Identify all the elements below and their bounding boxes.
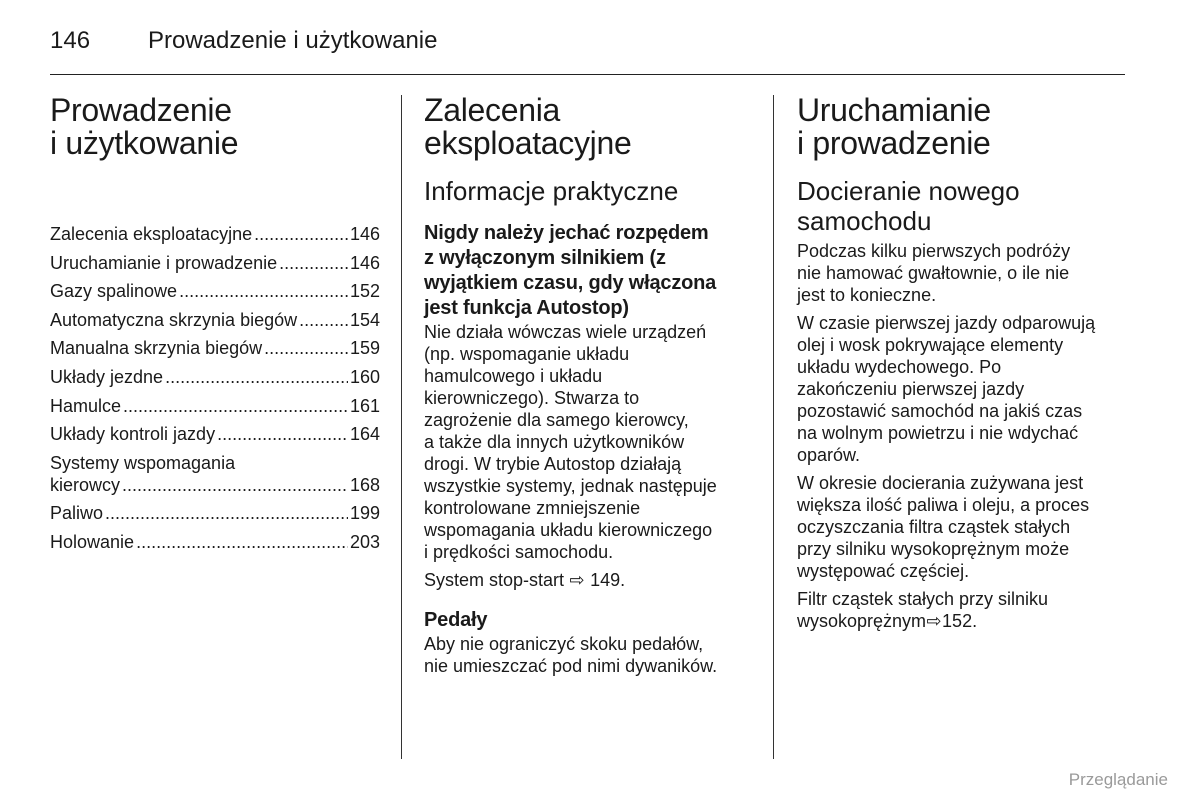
pedals-body: Aby nie ograniczyć skoku pedałów, nie umieszczać pod nimi dywaników. bbox=[424, 634, 718, 676]
paragraph: Podczas kilku pierwszych podróży nie hamować gwałtownie, o ile nie jest to konieczne. bbox=[797, 241, 1071, 305]
section-title: Uruchamianie i prowadzenie bbox=[797, 92, 991, 161]
warning-heading: Nigdy należy jechać rozpędem z wyłączonym silnikiem (z wyjątkiem czasu, gdy włączona jest funkcja Autostop) bbox=[424, 222, 717, 319]
toc-item[interactable]: Układy jezdne ..... 160 bbox=[50, 366, 380, 388]
page-header bbox=[50, 22, 1125, 75]
toc-item[interactable]: Automatyczna skrzynia biegów ..... 154 bbox=[50, 309, 380, 331]
cross-reference[interactable]: Filtr cząstek stałych przy silniku wysokoprężnym⇨152. bbox=[797, 589, 1049, 631]
toc-item[interactable]: Paliwo ..... 199 bbox=[50, 502, 380, 524]
subsection-title: Informacje praktyczne bbox=[424, 176, 679, 206]
chapter-title: Prowadzenie i użytkowanie bbox=[50, 92, 239, 161]
chapter-column bbox=[50, 94, 380, 160]
toc-item[interactable]: Holowanie ..... 203 bbox=[50, 531, 380, 553]
column-divider bbox=[401, 95, 402, 759]
toc-item[interactable]: Układy kontroli jazdy ..... 164 bbox=[50, 423, 380, 445]
table-of-contents bbox=[50, 223, 380, 560]
paragraph: W okresie docierania zużywana jest większa ilość paliwa i oleju, a proces oczyszczania filtra cząstek stałych przy silniku wysokoprężnym może występować częściej. bbox=[797, 473, 1090, 581]
toc-item[interactable]: Systemy wspomagania kierowcy ..... 168 bbox=[50, 452, 380, 496]
operating-tips-column bbox=[424, 94, 756, 677]
toc-item[interactable]: Zalecenia eksploatacyjne ..... 146 bbox=[50, 223, 380, 245]
running-title: Prowadzenie i użytkowanie bbox=[148, 27, 438, 54]
page-number: 146 bbox=[50, 27, 91, 54]
cross-reference[interactable]: System stop-start ⇨ 149. bbox=[424, 570, 626, 590]
paragraph: W czasie pierwszej jazdy odparowują olej i wosk pokrywające elementy układu wydechowego. Po zakończeniu pierwszej jazdy pozostawić samochód na jakiś czas na wolnym powietrzu i nie wdychać oparów. bbox=[797, 313, 1096, 465]
column-divider bbox=[773, 95, 774, 759]
starting-driving-column bbox=[797, 94, 1127, 632]
reference-arrow-icon: ⇨ bbox=[926, 611, 942, 631]
reference-arrow-icon: ⇨ bbox=[569, 570, 585, 590]
toc-item[interactable]: Gazy spalinowe ..... 152 bbox=[50, 280, 380, 302]
toc-item[interactable]: Hamulce ..... 161 bbox=[50, 395, 380, 417]
subsection-title: Docieranie nowego samochodu bbox=[797, 176, 1020, 236]
section-title: Zalecenia eksploatacyjne bbox=[424, 92, 632, 161]
footer-label: Przeglądanie bbox=[1068, 770, 1168, 789]
toc-item[interactable]: Manualna skrzynia biegów ..... 159 bbox=[50, 337, 380, 359]
toc-item[interactable]: Uruchamianie i prowadzenie ..... 146 bbox=[50, 252, 380, 274]
warning-body: Nie działa wówczas wiele urządzeń (np. wspomaganie układu hamulcowego i układu kierowniczego). Stwarza to zagrożenie dla samego kierowcy, a także dla innych użytkowników drogi. W trybie Autostop działają wszystkie systemy, jednak następuje kontrolowane zmniejszenie wspomagania układu kierowniczego i prędkości samochodu. bbox=[424, 322, 717, 562]
pedals-heading: Pedały bbox=[424, 609, 488, 631]
